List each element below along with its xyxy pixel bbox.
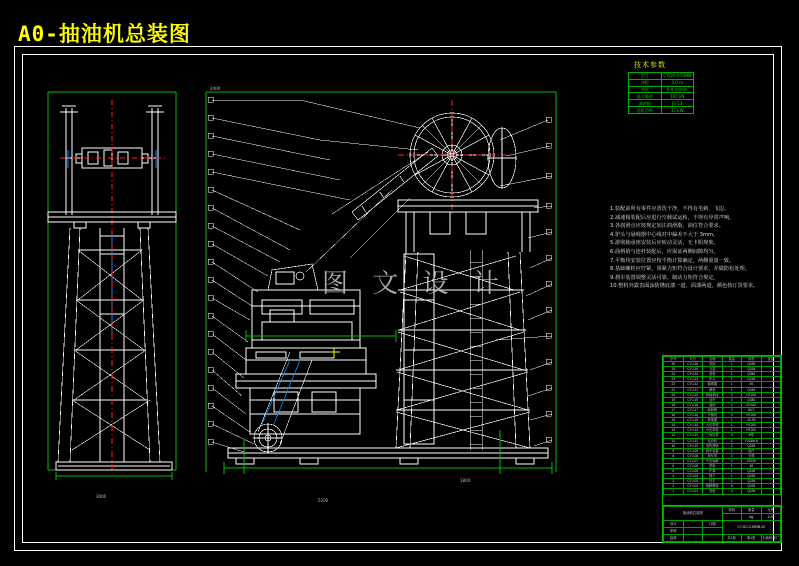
bom-cell: 3 [664, 479, 684, 484]
bom-cell: 22226 [742, 458, 762, 463]
tech-params-title: 技术参数 [634, 61, 666, 69]
bom-cell: 23 [664, 377, 684, 382]
bom-cell: Q235 [742, 367, 762, 372]
bom-cell: 横梁 [703, 387, 723, 392]
tech-param-row [629, 73, 694, 80]
tech-params-table [628, 72, 694, 114]
bom-cell: CYJ-03 [683, 479, 703, 484]
bom-cell: 2 [722, 392, 742, 397]
titleblock-check-label: 审核 [664, 528, 684, 535]
titleblock-approve-value [683, 535, 703, 542]
bom-header-cell: 数量 [722, 357, 742, 362]
bom-cell: CYJ-07 [683, 458, 703, 463]
titleblock-scale-value: 1:20 [761, 514, 781, 521]
dimension-label: 3000 [96, 494, 107, 499]
bom-cell: CYJ-15 [683, 418, 703, 423]
bom-cell: 45 [742, 463, 762, 468]
titleblock-org: 石油机械厂 [762, 535, 780, 540]
bom-cell: 4 [722, 433, 742, 438]
bom-cell: 22 [664, 382, 684, 387]
bom-cell: 尾轴 [703, 463, 723, 468]
titleblock-design-label: 设计 [664, 521, 684, 528]
titleblock-check-value [683, 528, 703, 535]
tech-param-row [629, 107, 694, 114]
bom-cell: HT200 [742, 423, 762, 428]
tech-param-cell: 3.0 m [661, 79, 694, 86]
note-line: 5.游梁轴承座安装后应转动灵活，无卡阻现象。 [610, 240, 719, 247]
bom-cell: 连杆 [703, 397, 723, 402]
note-line: 1.装配前所有零件应清洗干净，不得有毛刺、飞边。 [610, 206, 730, 212]
bom-cell: CYJ-05 [683, 469, 703, 474]
bom-cell: Q235 [742, 469, 762, 474]
bom-cell: 14 [664, 423, 684, 428]
bom-cell: CYJ-13 [683, 428, 703, 433]
bom-header-cell: 序号 [664, 357, 684, 362]
bom-cell: 4 [722, 489, 742, 494]
bom-cell: 刹车装置 [703, 448, 723, 453]
bom-cell: Y225M-6 [742, 438, 762, 443]
note-line: 10.整机外露表面涂防锈底漆一道，面漆两道，颜色按订货要求。 [610, 283, 759, 290]
bom-cell: 1 [722, 463, 742, 468]
bom-cell: 8 [722, 484, 742, 489]
bom-cell: 2 [722, 453, 742, 458]
bom-cell: JS-53 [742, 418, 762, 423]
bom-cell: 13 [664, 428, 684, 433]
bom-cell: 21 [664, 387, 684, 392]
bom-cell: 24 [664, 372, 684, 377]
bom-cell: 2 [664, 484, 684, 489]
bom-cell: Q235 [742, 489, 762, 494]
bom-cell: 1 [722, 479, 742, 484]
bom-cell: 1 [722, 438, 742, 443]
titleblock-material-label: 材料 [722, 507, 742, 514]
bom-cell: 1 [722, 469, 742, 474]
tech-param-cell: 冲程 [629, 79, 662, 86]
bom-cell: 17 [664, 407, 684, 412]
bom-header-cell: 名称 [703, 357, 723, 362]
bom-cell: 12 [664, 433, 684, 438]
bom-cell: 45 [742, 382, 762, 387]
tech-param-cell: 减速箱 [629, 100, 662, 107]
bom-cell: 1 [664, 489, 684, 494]
bom-cell: CYJ-18 [683, 402, 703, 407]
tech-param-cell: 电机功率 [629, 107, 662, 114]
bom-cell: 1 [722, 387, 742, 392]
bom-cell: 扶手 [703, 479, 723, 484]
bom-cell: 8 [664, 453, 684, 458]
bom-cell: 40Cr [742, 407, 762, 412]
bom-cell: CYJ-21 [683, 387, 703, 392]
bom-cell: 4 [664, 474, 684, 479]
note-line: 6.曲柄销与连杆装配后，应保证两侧间隙均匀。 [610, 248, 719, 255]
bom-cell: Q235 [742, 443, 762, 448]
bom-cell: 26 [664, 362, 684, 367]
bom-cell: CYJ-26 [683, 362, 703, 367]
titleblock-sheet-no: 第1张 [742, 535, 762, 542]
bom-cell: 19 [664, 397, 684, 402]
bom-cell: Q235 [742, 479, 762, 484]
bom-cell: CYJ-12 [683, 433, 703, 438]
bom-cell: 驴头 [703, 377, 723, 382]
bom-cell: ZG310 [742, 402, 762, 407]
bom-cell: 6 [664, 463, 684, 468]
bom-cell: CYJ-01 [683, 489, 703, 494]
titleblock-approve-date [703, 535, 723, 542]
technical-notes [610, 205, 785, 291]
bom-cell: CYJ-09 [683, 448, 703, 453]
bom-cell: 1 [722, 428, 742, 433]
bom-cell: 2 [722, 443, 742, 448]
bom-cell: 1 [722, 377, 742, 382]
bom-cell: 中央轴承 [703, 458, 723, 463]
bom-cell: 护罩 [703, 469, 723, 474]
titleblock-drawing-name: 抽油机总装图 [664, 507, 723, 521]
bom-cell: CYJ-06 [683, 463, 703, 468]
bom-cell: 2 [722, 458, 742, 463]
titleblock-scale-label: 比例 [761, 507, 781, 514]
bom-cell: 垫板 [703, 489, 723, 494]
bom-cell: B型 [742, 433, 762, 438]
bom-cell: 电动机 [703, 438, 723, 443]
bom-cell: 尾轴承座 [703, 392, 723, 397]
bom-cell: 游梁 [703, 372, 723, 377]
bom-header-cell: 代号 [683, 357, 703, 362]
bom-cell: 曲柄 [703, 402, 723, 407]
page-title: A0-抽油机总装图 [18, 22, 191, 46]
bom-cell: HT200 [742, 428, 762, 433]
tech-param-cell: JS-53 [661, 100, 694, 107]
bom-cell: 15 [664, 418, 684, 423]
note-line: 4.驴头与悬绳器中心线对中偏差不大于 3mm。 [610, 231, 719, 238]
bom-cell: CYJ-20 [683, 392, 703, 397]
bom-cell: 减速器 [703, 418, 723, 423]
dimension-label: 1800 [460, 478, 471, 483]
tech-param-cell: 6-9 次/min [661, 86, 694, 93]
bom-cell: CYJ-17 [683, 407, 703, 412]
bom-cell: 5 [664, 469, 684, 474]
bom-cell: CYJ-14 [683, 423, 703, 428]
bom-cell: 11 [664, 438, 684, 443]
titleblock-material-value [722, 514, 742, 521]
bom-cell: 刹车带 [703, 453, 723, 458]
tech-param-cell: 型号 [629, 73, 662, 80]
titleblock-sheet-total: 共1张 [722, 535, 742, 542]
note-line: 3.各润滑点应按规定加注润滑脂，油位符合要求。 [610, 223, 724, 230]
note-line: 2.减速箱装配后应进行空载试运转，不得有异常声响。 [610, 214, 735, 221]
bom-cell: Q235 [742, 377, 762, 382]
titleblock-approve-label: 批准 [664, 535, 684, 542]
bom-cell: 2 [722, 407, 742, 412]
bom-cell: CYJ-16 [683, 413, 703, 418]
bom-cell: HT200 [742, 413, 762, 418]
tech-param-cell: 37 kW [661, 107, 694, 114]
bom-cell: 梯子 [703, 474, 723, 479]
bom-header-cell: 材料 [742, 357, 762, 362]
tech-param-cell: 最大载荷 [629, 93, 662, 100]
bom-cell: Q345 [742, 397, 762, 402]
bom-cell: 2 [722, 402, 742, 407]
watermark-text: 图 文 设 计 [322, 269, 507, 299]
bom-cell: 7 [664, 458, 684, 463]
bom-cell: 9 [664, 448, 684, 453]
bom-cell: 1 [722, 372, 742, 377]
title-block [662, 505, 782, 543]
bom-cell: 20 [664, 392, 684, 397]
bom-cell: Q235 [742, 484, 762, 489]
tech-param-row [629, 100, 694, 107]
table-row [664, 489, 781, 494]
bom-cell: CYJ-25 [683, 367, 703, 372]
bom-cell: 小皮带轮 [703, 428, 723, 433]
bom-cell: 曲柄销 [703, 407, 723, 412]
bom-cell: 地脚螺栓 [703, 484, 723, 489]
tech-param-cell: 冲次 [629, 86, 662, 93]
bom-cell: 2 [722, 397, 742, 402]
bom-cell: CYJ-23 [683, 377, 703, 382]
bom-cell: 悬绳器 [703, 382, 723, 387]
bom-cell: 1 [722, 367, 742, 372]
dimension-label: 2400 [210, 86, 221, 91]
tech-param-cell: 100 kN [661, 93, 694, 100]
bom-cell: HT200 [742, 392, 762, 397]
titleblock-date-label: 日期 [703, 521, 723, 528]
bom-header-cell: 备注 [761, 357, 781, 362]
bom-cell: CYJ-04 [683, 474, 703, 479]
note-line: 7.平衡块安装位置应按平衡计算确定，两侧重量一致。 [610, 257, 735, 264]
bom-cell: 4 [722, 413, 742, 418]
bom-cell: 1 [722, 362, 742, 367]
tech-param-row [629, 86, 694, 93]
titleblock-weight-label: 重量 [742, 507, 762, 514]
titleblock-drawing-no: CYJ10-3-53HB-00 [722, 521, 781, 535]
bom-cell: 组件 [742, 448, 762, 453]
bom-cell: 1 [722, 382, 742, 387]
tech-param-row [629, 93, 694, 100]
bom-cell: 电机滑轨 [703, 443, 723, 448]
bom-cell: 1 [722, 418, 742, 423]
titleblock-weight-value: kg [742, 514, 762, 521]
bom-cell: 三角皮带 [703, 433, 723, 438]
bom-cell: 大皮带轮 [703, 423, 723, 428]
bom-cell: 10 [664, 443, 684, 448]
titleblock-check-date [703, 528, 723, 535]
bom-cell: 16 [664, 413, 684, 418]
bom-cell: 石棉 [742, 453, 762, 458]
bom-cell: CYJ-11 [683, 438, 703, 443]
bom-cell: Q235 [742, 362, 762, 367]
note-line: 8.基础螺栓应拧紧，预紧力矩符合设计要求，并做防松处理。 [610, 266, 750, 273]
note-line: 9.刹车装置调整灵活可靠，制动力矩符合规定。 [610, 274, 719, 281]
bom-cell: 支架 [703, 367, 723, 372]
bom-cell: 1 [722, 474, 742, 479]
dimension-label: 5200 [318, 498, 329, 503]
bom-cell [761, 489, 781, 494]
bom-cell: CYJ-22 [683, 382, 703, 387]
bom-cell: Q345 [742, 372, 762, 377]
bom-cell: 18 [664, 402, 684, 407]
bom-cell: Q345 [742, 387, 762, 392]
bom-cell: 底座 [703, 362, 723, 367]
bom-cell: CYJ-02 [683, 484, 703, 489]
bom-cell: 1 [722, 448, 742, 453]
tech-param-row [629, 79, 694, 86]
bom-cell: 25 [664, 367, 684, 372]
bom-cell: Q235 [742, 474, 762, 479]
bom-cell: CYJ-19 [683, 397, 703, 402]
titleblock-design-value [683, 521, 703, 528]
bom-cell: 平衡块 [703, 413, 723, 418]
tech-param-cell: CYJ10-3-53HB [661, 73, 694, 80]
bom-cell: CYJ-24 [683, 372, 703, 377]
bom-cell: 1 [722, 423, 742, 428]
bom-cell: CYJ-10 [683, 443, 703, 448]
bom-cell: CYJ-08 [683, 453, 703, 458]
